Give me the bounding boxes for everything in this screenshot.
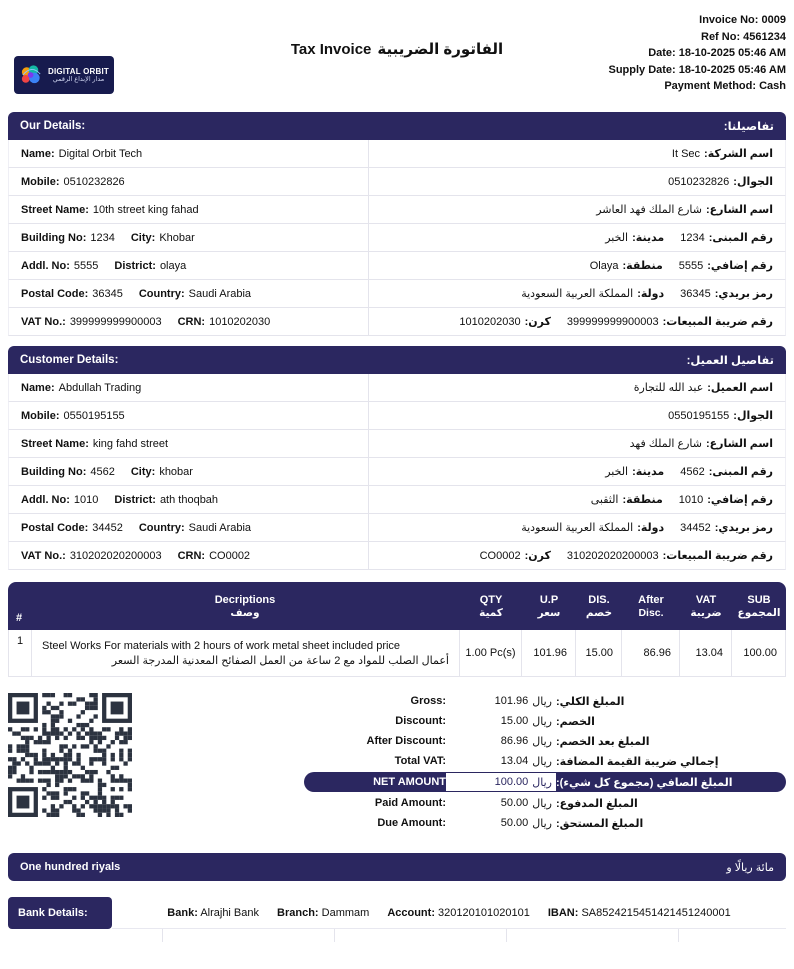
table-grid-remnant	[8, 929, 786, 943]
item-vat: 13.04	[679, 630, 731, 676]
item-qty: 1.00 Pc(s)	[459, 630, 521, 676]
item-discount: 15.00	[575, 630, 621, 676]
column-header-description: Decriptions وصف	[214, 593, 276, 619]
company-logo	[14, 56, 114, 94]
payment-method: Payment Method: Cash	[664, 80, 786, 92]
column-header-index: #	[16, 612, 23, 624]
item-after-discount: 86.96	[621, 630, 679, 676]
item-description: Steel Works For materials with 2 hours of work metal sheet included price أعمال الصلب للمواد مع 2 ساعة من العمل الصفائح المعدنية المدرجة السعر	[31, 630, 459, 676]
total-row-net-amount: NET AMOUNT 100.00 ريال المبلغ الصافي (مجموع كل شيء):	[304, 772, 786, 792]
currency-label: ريال	[532, 755, 552, 768]
invoice-date: Date: 18-10-2025 05:46 AM	[648, 47, 786, 59]
our-details-header: Our Details: تفاصيلنا:	[8, 112, 786, 140]
column-header-after-discount: After Disc.	[638, 593, 664, 619]
table-row: Addl. No: 5555 District: olaya رقم إضافي: 5555 منطقة: Olaya	[8, 252, 786, 280]
table-row: Postal Code: 36345 Country: Saudi Arabia رمز بريدي: 36345 دولة: المملكة العربية السعودية	[8, 280, 786, 308]
table-row: Addl. No: 1010 District: ath thoqbah رقم إضافي: 1010 منطقة: الثقبى	[8, 486, 786, 514]
table-row: VAT No.: 399999999900003 CRN: 1010202030 رقم ضريبة المبيعات: 399999999900003 كرن: 1010202030	[8, 308, 786, 336]
item-unit-price: 101.96	[521, 630, 575, 676]
totals-table	[304, 691, 786, 833]
currency-label: ريال	[532, 735, 552, 748]
customer-details-section	[8, 346, 786, 570]
column-header-unit-price: U.P سعر	[537, 593, 561, 619]
total-row-vat: Total VAT: 13.04 ريال إجمالي ضريبة القيمة المضافة:	[394, 755, 719, 768]
bank-name: Bank: Alrajhi Bank	[167, 906, 260, 919]
brain-logo-icon	[19, 62, 44, 88]
bank-branch: Branch: Dammam	[277, 906, 370, 919]
item-index: 1	[17, 635, 24, 647]
table-row: Name: Digital Orbit Tech اسم الشركة: It Sec	[8, 140, 786, 168]
currency-label: ريال	[532, 695, 552, 708]
logo-brand-text: DIGITAL ORBIT	[48, 66, 109, 76]
total-row-due: Due Amount: 50.00 ريال المبلغ المستحق:	[377, 817, 644, 830]
invoice-number: Invoice No: 0009	[699, 14, 786, 26]
table-row: Street Name: 10th street king fahad اسم الشارع: شارع الملك فهد العاشر	[8, 196, 786, 224]
our-details-section	[8, 112, 786, 336]
bank-details-title: Bank Details:	[8, 897, 112, 929]
bank-account: Account: 320120101020101	[387, 906, 530, 919]
column-header-qty: QTY كمية	[479, 593, 503, 619]
table-row: Building No: 1234 City: Khobar رقم المبنى: 1234 مدينة: الخبر	[8, 224, 786, 252]
items-table	[8, 582, 786, 677]
total-row-gross: Gross: 101.96 ريال المبلغ الكلي:	[410, 695, 625, 708]
table-row: Mobile: 0510232826 الجوال: 0510232826	[8, 168, 786, 196]
logo-brand-text-ar: مدار الإبداع الرقمي	[52, 75, 105, 83]
supply-date: Supply Date: 18-10-2025 05:46 AM	[608, 63, 786, 76]
total-row-paid: Paid Amount: 50.00 ريال المبلغ المدفوع:	[374, 797, 638, 810]
table-row: VAT No.: 310202020200003 CRN: CO0002 رقم ضريبة المبيعات: 310202020200003 كرن: CO0002	[8, 542, 786, 570]
table-row: Mobile: 0550195155 الجوال: 0550195155	[8, 402, 786, 430]
totals-section	[8, 691, 786, 841]
table-row: Postal Code: 34452 Country: Saudi Arabia رمز بريدي: 34452 دولة: المملكة العربية السعودية	[8, 514, 786, 542]
column-header-discount: DIS. خصم	[585, 593, 613, 619]
item-subtotal: 100.00	[731, 630, 785, 676]
qr-code	[8, 693, 132, 817]
total-row-discount: Discount: 15.00 ريال الخصم:	[395, 715, 595, 728]
table-row: Name: Abdullah Trading اسم العميل: عبد الله للتجارة	[8, 374, 786, 402]
column-header-vat: VAT ضريبة	[690, 593, 722, 619]
items-table-header	[8, 582, 786, 630]
column-header-subtotal: SUB المجموع	[737, 593, 781, 619]
bank-iban: IBAN: SA8524215451421451240001	[547, 906, 731, 919]
currency-label: ريال	[532, 776, 552, 789]
bank-details-bar	[8, 897, 786, 929]
table-row: Street Name: king fahd street اسم الشارع: شارع الملك فهد	[8, 430, 786, 458]
invoice-header	[0, 0, 794, 112]
amount-in-words-bar: One hundred riyals مائة ريالًا و	[8, 853, 786, 881]
total-row-after-discount: After Discount: 86.96 ريال المبلغ بعد الخصم:	[366, 735, 650, 748]
item-row	[8, 630, 786, 677]
currency-label: ريال	[532, 817, 552, 830]
ref-number: Ref No: 4561234	[701, 30, 786, 43]
currency-label: ريال	[532, 715, 552, 728]
table-row: Building No: 4562 City: khobar رقم المبنى: 4562 مدينة: الخبر	[8, 458, 786, 486]
bank-details-content	[112, 897, 786, 929]
customer-details-header: Customer Details: تفاصيل العميل:	[8, 346, 786, 374]
currency-label: ريال	[532, 797, 552, 810]
page-title: Tax Invoice الفاتورة الضريبية	[290, 41, 504, 58]
